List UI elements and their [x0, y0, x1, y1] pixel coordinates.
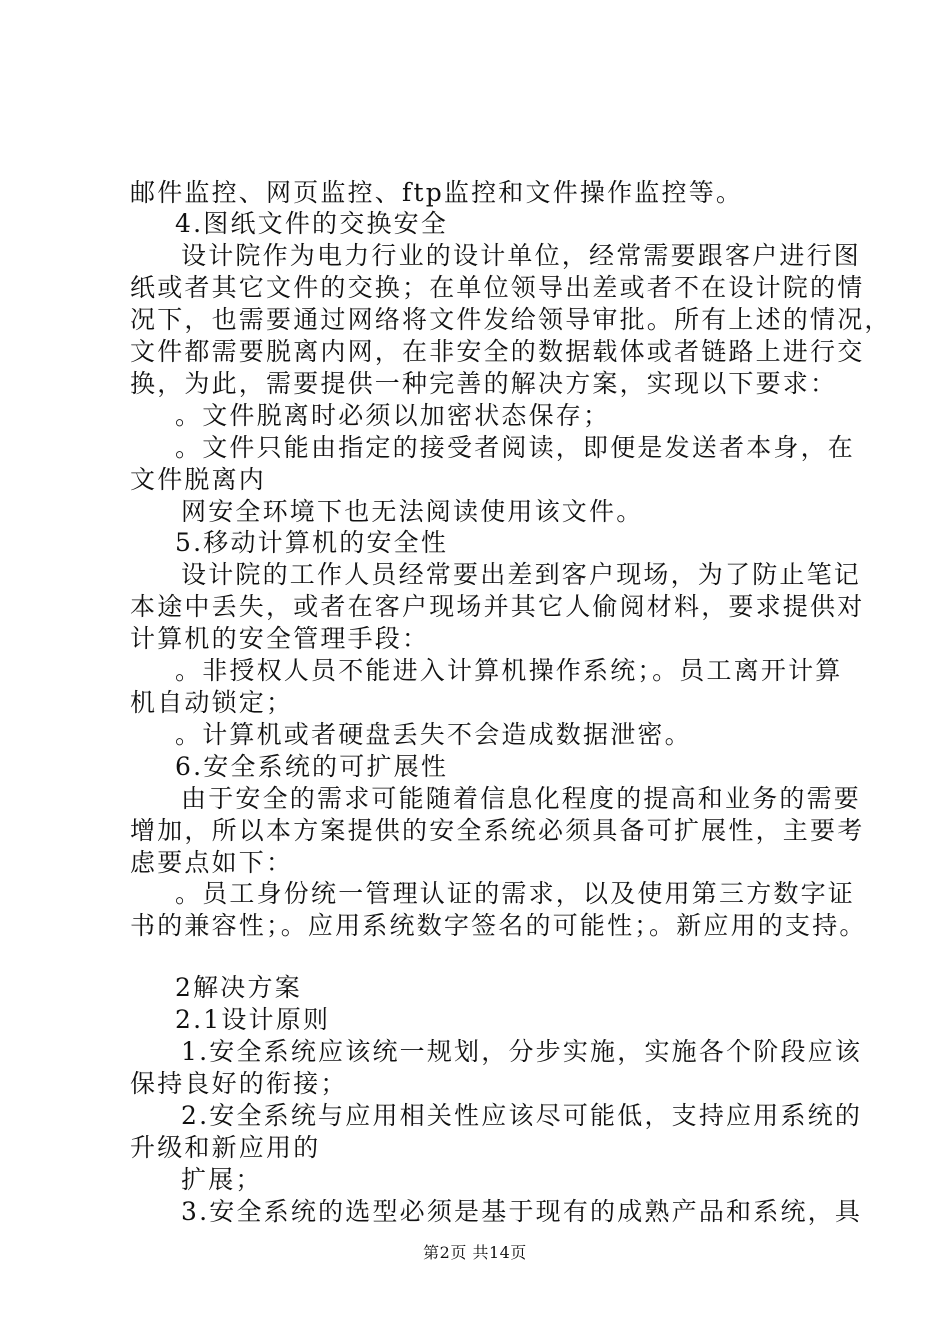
text-line: 机自动锁定； [130, 688, 294, 717]
section-heading: 5.移动计算机的安全性 [175, 528, 449, 557]
text-line: 扩展； [181, 1165, 263, 1194]
list-item: 2.安全系统与应用相关性应该尽可能低，支持应用系统的 [181, 1101, 863, 1130]
text-line: 文件脱离内 [130, 465, 267, 494]
list-item: 。文件只能由指定的接受者阅读，即便是发送者本身，在 [175, 433, 856, 462]
text-line: 设计院的工作人员经常要出差到客户现场，为了防止笔记 [181, 560, 862, 589]
text-line: 设计院作为电力行业的设计单位，经常需要跟客户进行图 [181, 241, 862, 270]
text-line: 纸或者其它文件的交换；在单位领导出差或者不在设计院的情 [130, 273, 865, 302]
subsection-heading: 2.1设计原则 [175, 1005, 331, 1034]
list-item: 3.安全系统的选型必须是基于现有的成熟产品和系统，具 [181, 1197, 863, 1226]
list-item: 1.安全系统应该统一规划，分步实施，实施各个阶段应该 [181, 1037, 863, 1066]
text-line: 网安全环境下也无法阅读使用该文件。 [181, 497, 644, 526]
text-line: 本途中丢失，或者在客户现场并其它人偷阅材料，要求提供对 [130, 592, 865, 621]
section-heading: 4.图纸文件的交换安全 [175, 209, 449, 238]
section-heading: 6.安全系统的可扩展性 [175, 752, 449, 781]
list-item: 。文件脱离时必须以加密状态保存； [175, 401, 611, 430]
page-footer: 第2页 共14页 [423, 1243, 527, 1262]
section-heading: 2解决方案 [175, 973, 302, 1002]
text-line: 计算机的安全管理手段： [130, 624, 430, 653]
text-line: 换，为此，需要提供一种完善的解决方案，实现以下要求： [130, 369, 838, 398]
text-line: 虑要点如下： [130, 848, 294, 877]
text-line: 增加，所以本方案提供的安全系统必须具备可扩展性，主要考 [130, 816, 865, 845]
text-line: 保持良好的衔接； [130, 1069, 348, 1098]
text-line: 升级和新应用的 [130, 1133, 321, 1162]
text-line: 文件都需要脱离内网，在非安全的数据载体或者链路上进行交 [130, 337, 865, 366]
list-item: 。计算机或者硬盘丢失不会造成数据泄密。 [175, 720, 692, 749]
text-line: 由于安全的需求可能随着信息化程度的提高和业务的需要 [181, 784, 862, 813]
list-item: 。员工身份统一管理认证的需求，以及使用第三方数字证 [175, 879, 856, 908]
text-line: 况下，也需要通过网络将文件发给领导审批。所有上述的情况， [130, 305, 892, 334]
text-line: 书的兼容性；。应用系统数字签名的可能性；。新应用的支持。 [130, 911, 867, 940]
text-line: 邮件监控、网页监控、ftp监控和文件操作监控等。 [130, 178, 744, 207]
list-item: 。非授权人员不能进入计算机操作系统；。员工离开计算 [175, 656, 843, 685]
